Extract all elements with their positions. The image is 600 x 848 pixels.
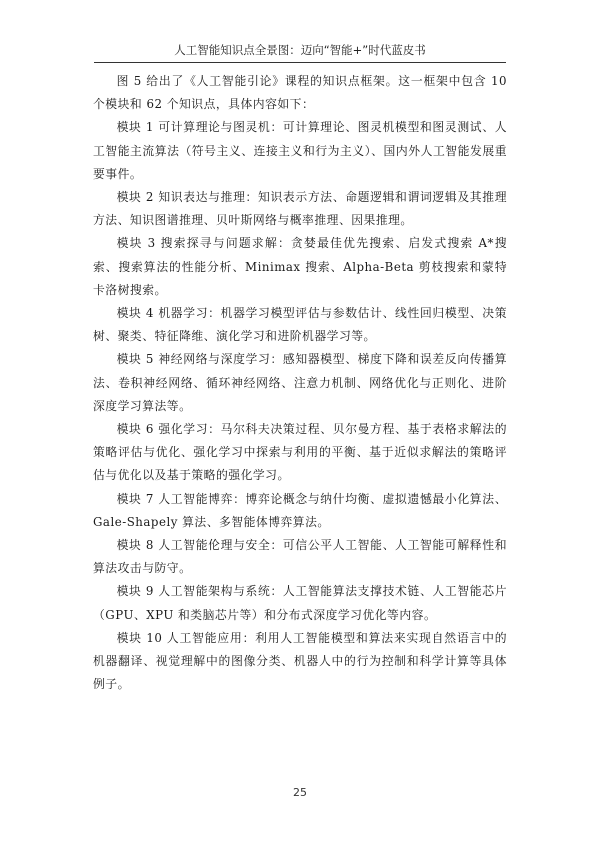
- running-header-title: 人工智能知识点全景图：迈向“智能+”时代蓝皮书: [174, 43, 426, 57]
- body-text: [93, 70, 507, 696]
- module-5-paragraph: 模块 5 神经网络与深度学习：感知器模型、梯度下降和误差反向传播算法、卷积神经网络、循环神经网络、注意力机制、网络优化与正则化、进阶深度学习算法等。: [93, 352, 507, 413]
- module-10-paragraph: 模块 10 人工智能应用：利用人工智能模型和算法来实现自然语言中的机器翻译、视觉理解中的图像分类、机器人中的行为控制和科学计算等具体例子。: [93, 630, 507, 692]
- module-1-paragraph: 模块 1 可计算理论与图灵机：可计算理论、图灵机模型和图灵测试、人工智能主流算法（符号主义、连接主义和行为主义）、国内外人工智能发展重要事件。: [93, 120, 507, 181]
- module-3-paragraph: 模块 3 搜索探寻与问题求解：贪婪最佳优先搜索、启发式搜索 A*搜索、搜索算法的性能分析、Minimax 搜索、Alpha-Beta 剪枝搜索和蒙特卡洛树搜索。: [93, 236, 507, 297]
- module-9-paragraph: 模块 9 人工智能架构与系统：人工智能算法支撑技术链、人工智能芯片（GPU、XPU 和类脑芯片等）和分布式深度学习优化等内容。: [93, 584, 507, 622]
- module-6-paragraph: 模块 6 强化学习：马尔科夫决策过程、贝尔曼方程、基于表格求解法的策略评估与优化、强化学习中探索与利用的平衡、基于近似求解法的策略评估与优化以及基于策略的强化学习。: [93, 422, 507, 483]
- module-4-paragraph: 模块 4 机器学习：机器学习模型评估与参数估计、线性回归模型、决策树、聚类、特征降维、演化学习和进阶机器学习等。: [93, 306, 507, 344]
- module-7-paragraph: 模块 7 人工智能博弈：博弈论概念与纳什均衡、虚拟遗憾最小化算法、Gale-Shapely 算法、多智能体博弈算法。: [93, 491, 507, 529]
- intro-paragraph: 图 5 给出了《人工智能引论》课程的知识点框架。这一框架中包含 10 个模块和 62 个知识点，具体内容如下：: [93, 74, 507, 112]
- module-2-paragraph: 模块 2 知识表达与推理：知识表示方法、命题逻辑和谓词逻辑及其推理方法、知识图谱推理、贝叶斯网络与概率推理、因果推理。: [93, 190, 507, 228]
- running-header: [94, 40, 506, 63]
- page-number: 25: [293, 786, 307, 799]
- module-8-paragraph: 模块 8 人工智能伦理与安全：可信公平人工智能、人工智能可解释性和算法攻击与防守。: [93, 538, 507, 576]
